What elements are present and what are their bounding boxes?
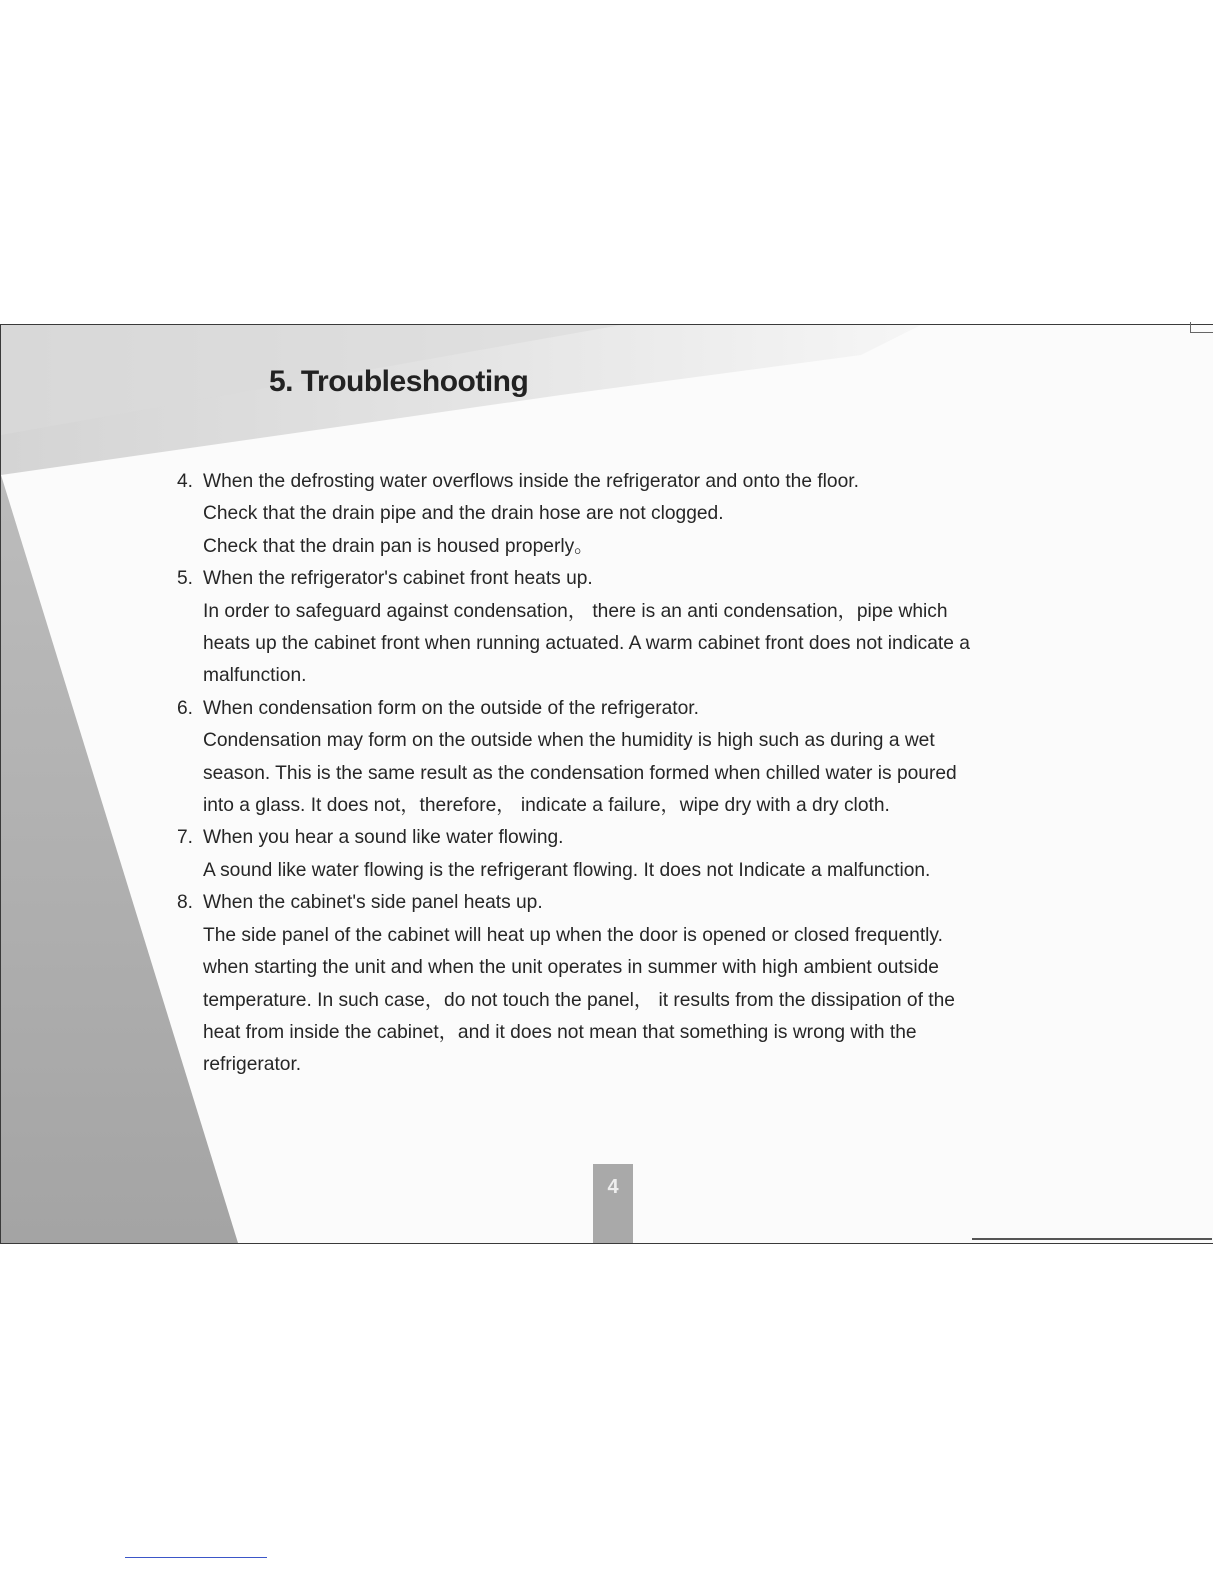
- page-number: 4: [607, 1176, 619, 1198]
- page-title: 5. Troubleshooting: [269, 365, 529, 398]
- item-body-line: when starting the unit and when the unit operates in summer with high ambient outside: [203, 957, 939, 979]
- item-heading-text: When the cabinet's side panel heats up.: [203, 892, 543, 914]
- troubleshooting-item: [177, 822, 1107, 887]
- item-heading-text: When the defrosting water overflows inside the refrigerator and onto the floor.: [203, 471, 859, 492]
- corner-crop-mark: [1190, 322, 1213, 333]
- item-body-line: A sound like water flowing is the refrigerant flowing. It does not Indicate a malfunction.: [203, 859, 931, 881]
- page-number-tab: [593, 1164, 633, 1243]
- item-number: 4.: [177, 471, 194, 492]
- footer-link-underline: [125, 1557, 267, 1558]
- item-body-line: into a glass. It does not，therefore， indicate a failure，wipe dry with a dry cloth.: [203, 795, 890, 817]
- troubleshooting-item: [177, 693, 1107, 823]
- item-heading-text: When you hear a sound like water flowing.: [203, 827, 564, 849]
- item-number: 7.: [177, 827, 194, 849]
- item-heading: [177, 563, 1107, 595]
- item-heading: [177, 466, 1107, 498]
- item-body-line: refrigerator.: [203, 1054, 302, 1076]
- troubleshooting-item: [177, 466, 1107, 563]
- item-heading: [177, 822, 1107, 854]
- item-heading-text: When the refrigerator's cabinet front heats up.: [203, 568, 593, 590]
- item-body-line: heat from inside the cabinet，and it does not mean that something is wrong with the: [203, 1021, 917, 1043]
- troubleshooting-item: [177, 887, 1107, 1081]
- item-number: 8.: [177, 892, 194, 914]
- item-body-line: In order to safeguard against condensation， there is an anti condensation，pipe which: [203, 600, 948, 622]
- bottom-right-rule: [972, 1238, 1212, 1240]
- scanned-page-frame: [0, 324, 1213, 1244]
- item-body-line: malfunction.: [203, 665, 307, 687]
- item-body-line: season. This is the same result as the condensation formed when chilled water is poured: [203, 762, 957, 784]
- item-body-line: Condensation may form on the outside when the humidity is high such as during a wet: [203, 730, 935, 752]
- item-heading: [177, 887, 1107, 919]
- item-heading-text: When condensation form on the outside of the refrigerator.: [203, 697, 699, 719]
- item-body-line: The side panel of the cabinet will heat up when the door is opened or closed frequently.: [203, 924, 943, 946]
- item-body-line: temperature. In such case，do not touch the panel， it results from the dissipation of the: [203, 989, 955, 1011]
- item-heading: [177, 693, 1107, 725]
- item-body-line: Check that the drain pipe and the drain hose are not clogged.: [203, 503, 724, 525]
- item-number: 5.: [177, 568, 194, 590]
- troubleshooting-item: [177, 563, 1107, 693]
- item-body-line: heats up the cabinet front when running actuated. A warm cabinet front does not indicate a: [203, 633, 970, 655]
- item-number: 6.: [177, 697, 194, 719]
- troubleshooting-list: [177, 466, 1107, 1082]
- item-body-line: Check that the drain pan is housed properly。: [203, 535, 594, 557]
